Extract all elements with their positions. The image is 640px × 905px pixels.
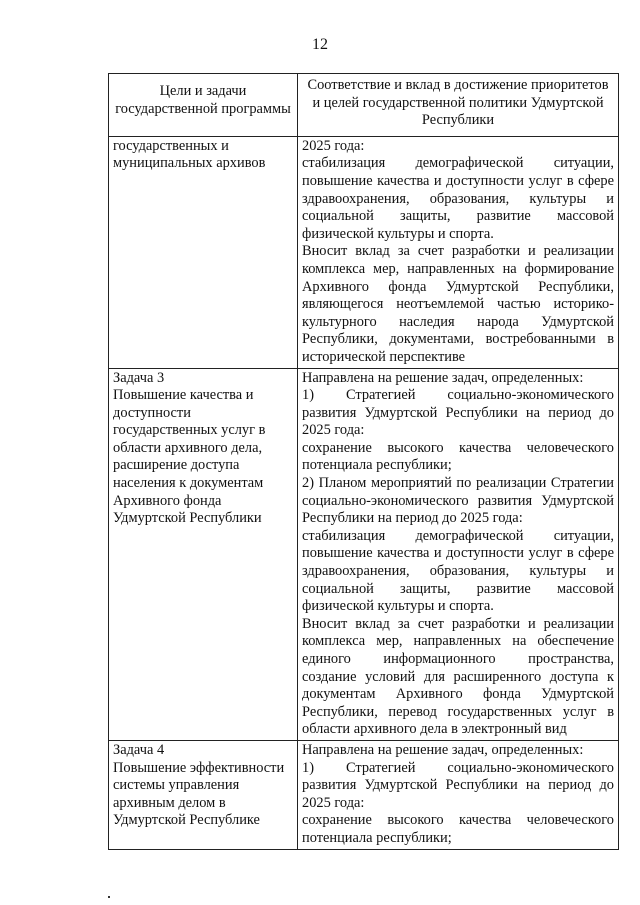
header-correspondence: Соответствие и вклад в достижение приоритетов и целей государственной политики Удмуртской Республики <box>298 74 619 137</box>
table-row <box>109 136 619 368</box>
row-2-para-3: сохранение высокого качества человеческого потенциала республики; <box>302 439 614 474</box>
row-2-para-1: Направлена на решение задач, определенных: <box>302 369 584 386</box>
row-2-para-6: Вносит вклад за счет разработки и реализации комплекса мер, направленных на обеспечение единого информационного пространства, создание условий для расширенного доступа к документам Архивного фонда Удмуртской Республики, перевод государственных услуг в области архивного дела в электронный вид <box>302 615 614 738</box>
row-1-para-2: стабилизация демографической ситуации, повышение качества и доступности услуг в сфере здравоохранения, образования, культуры и социальной защиты, развитие массовой физической культуры и спорта. <box>302 155 614 242</box>
row-3-para-3: сохранение высокого качества человеческого потенциала республики; <box>302 812 614 846</box>
page-number: 12 <box>312 36 328 53</box>
row-3-contribution-cell <box>298 740 619 849</box>
row-3-para-1: Направлена на решение задач, определенных: <box>302 741 584 758</box>
table-row <box>109 368 619 740</box>
row-2-goal-cell <box>109 368 298 740</box>
row-2-contribution-cell <box>298 368 619 740</box>
row-1-contribution-cell <box>298 136 619 368</box>
row-2-para-2: 1) Стратегией социально-экономического развития Удмуртской Республики на период до 2025 года: <box>302 387 614 439</box>
table-header-row <box>109 74 619 137</box>
row-3-para-2: 1) Стратегией социально-экономического развития Удмуртской Республики на период до 2025 года: <box>302 759 614 811</box>
row-3-task-text: Повышение эффективности системы управления архивным делом в Удмуртской Республике <box>113 759 285 829</box>
row-1-goal-line-1: государственных и <box>113 137 229 154</box>
row-2-para-4: 2) Планом мероприятий по реализации Стратегии социально-экономического развития Удмуртской Республики на период до 2025 года: <box>302 475 614 527</box>
row-2-task-number: Задача 3 <box>113 369 165 386</box>
row-2-task-text: Повышение качества и доступности государственных услуг в области архивного дела, расширение доступа населения к документам Архивного фонда Удмуртской Республики <box>113 387 266 527</box>
row-1-goal-line-2: муниципальных архивов <box>113 155 266 172</box>
scan-speck <box>108 896 110 898</box>
row-1-para-1: 2025 года: <box>302 137 365 154</box>
row-2-para-5: стабилизация демографической ситуации, повышение качества и доступности услуг в сфере здравоохранения, образования, культуры и социальной защиты, развитие массовой физической культуры и спорта. <box>302 527 614 615</box>
row-3-task-number: Задача 4 <box>113 741 165 758</box>
row-3-goal-cell <box>109 740 298 849</box>
table-row <box>109 740 619 849</box>
row-1-goal-cell <box>109 136 298 368</box>
header-goals-tasks: Цели и задачи государственной программы <box>109 74 298 137</box>
row-1-para-3: Вносит вклад за счет разработки и реализации комплекса мер, направленных на формирование Архивного фонда Удмуртской Республики, являющегося неотъемлемой частью историко-культурного наследия народа Удмуртской Республики, документами, востребованными в исторической перспективе <box>302 243 614 365</box>
goals-table <box>108 73 619 850</box>
